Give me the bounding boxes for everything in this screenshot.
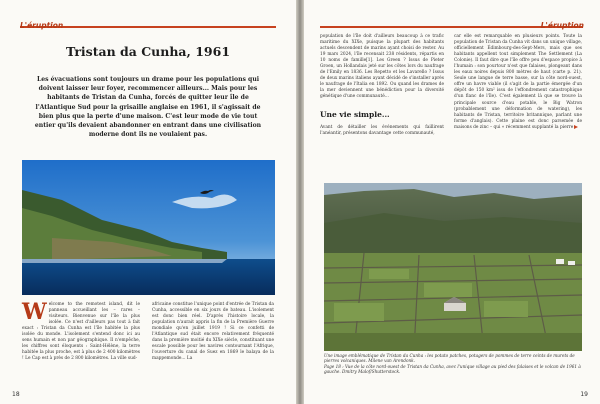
- body-text: Avant de détailler les événements qui faillirent l'anéantir, présentons davantage cette communauté,: [320, 124, 444, 136]
- section-tag: L'éruption: [20, 21, 64, 30]
- caption-text: Une image emblématique de Tristan da Cunha : les potato patches, potagers de pommes de terre ceints de murets de pierres volcaniques. Milene van Arendonk.: [324, 353, 575, 364]
- article-title: Tristan da Cunha, 1961: [65, 44, 231, 59]
- potato-patches-photo: [324, 183, 582, 351]
- body-text: elcome to the remotest island, dit le panneau accueillant les – rares – visiteurs. Bienvenue sur l'île la plus isolée. Ce n'est d'ailleurs pas tout à fait exact : Tristan da Cunha est l'île habitée la plus isolée du monde. L'isolement s'entend donc ici au sens humain et non par géographique. Il n'empêche, les chiffres sont éloquents : Saint-Hélène, la terre habitée la plus proche, est à plus de 2 400 kilomètres ! Le Cap est à près de 2 800 kilomètres. La ville sud-: [22, 302, 140, 362]
- photo-caption: [324, 353, 582, 375]
- page-number: 19: [580, 391, 588, 398]
- body-column-2: [454, 34, 582, 131]
- island-photo: [22, 160, 275, 295]
- continue-arrow-icon: [574, 125, 578, 129]
- drop-cap: W: [22, 299, 47, 325]
- body-column-1: [320, 34, 444, 137]
- caption-text: Page 18 : Vue de la côte nord-ouest de Tristan da Cunha, avec l'unique village au pied des falaises et le volcan de 1961 à gauche. Dmitry Malof/Shutterstock.: [324, 363, 581, 375]
- lead-paragraph: Les évacuations sont toujours un drame pour les populations qui doivent laisser leur foyer, recommencer ailleurs... Mais pour les habitants de Tristan da Cunha, forcés de quitter leur île de l'Atlantique Sud pour la grisaille anglaise en 1961, il s'agissait de bien plus que la perte d'une maison. C'est leur mode de vie tout entier qu'ils devaient abandonner en entrant dans une civilisation moderne dont ils ne voulaient pas.: [34, 76, 262, 139]
- left-page: [0, 0, 296, 404]
- body-column-1: [22, 299, 140, 362]
- section-tag: L'éruption: [540, 21, 584, 30]
- body-text: car elle est remarquable en plusieurs points. Toute la population de Tristan da Cunha vit dans un unique village, officiellement Édimbourg-des-Sept-Mers, mais que ses habitants appellent tout simplement The Settlement (La Colonie). Il faut dire que l'île offre peu d'espace propice à l'humain : son pourtour n'est que falaises, plongeant dans les eaux noires depuis 800 mètres de haut (carte p. 21). Seule une langue de terre basse, sur la côte nord-ouest, offre un havre viable (il s'agit de la partie émergée d'un dépôt de 150 km² issu de l'effondrement catastrophique d'un flanc de l'île). C'est également là que se trouve la principale source d'eau potable, le Big Watron (probablement une déformation de watering), les habitants de Tristan, territoire britannique, parlant une forme d'anglais). Cette plaine est donc parsemée de maisons de zinc – qui « récemment supplanté la pierre: [454, 34, 582, 130]
- book-gutter: [296, 0, 304, 404]
- section-subhead: Une vie simple...: [320, 109, 390, 119]
- body-text: population de l'île doit d'ailleurs beaucoup à ce trafic maritime du XIXe, puisque la plupart des habitants actuels descendent de marins ayant choisi de rester. Au 19 mars 2024, l'île recensait 238 résidents, répartis en 10 noms de famille[1]. Les Green ? Issus de Pieter Groen, un Hollandais jeté sur les côtes lors du naufrage de l'Emily en 1836. Les Repetto et les Lavarello ? Issus de deux marins italiens ayant décidé de s'installer après le naufrage de l'Italia en 1892. Ou quand les drames de la mer deviennent une bénédiction pour la diversité génétique d'une communauté...: [320, 34, 444, 100]
- body-column-2: [152, 302, 274, 362]
- body-text: africaine constitue l'unique point d'entrée de Tristan da Cunha, accessible en six jours de bateau. L'isolement est donc bien réel. D'après l'histoire locale, la population n'aurait appris la fin de la Première Guerre mondiale qu'en juillet 1919 ! Si ce confetti de l'Atlantique sud était encore relativement fréquenté dans la première moitié du XIXe siècle, constituant une escale possible pour les navires contournant l'Afrique, l'ouverture du canal de Suez en 1869 le balaya de la mappemonde... La: [152, 302, 274, 362]
- page-number: 18: [12, 391, 20, 398]
